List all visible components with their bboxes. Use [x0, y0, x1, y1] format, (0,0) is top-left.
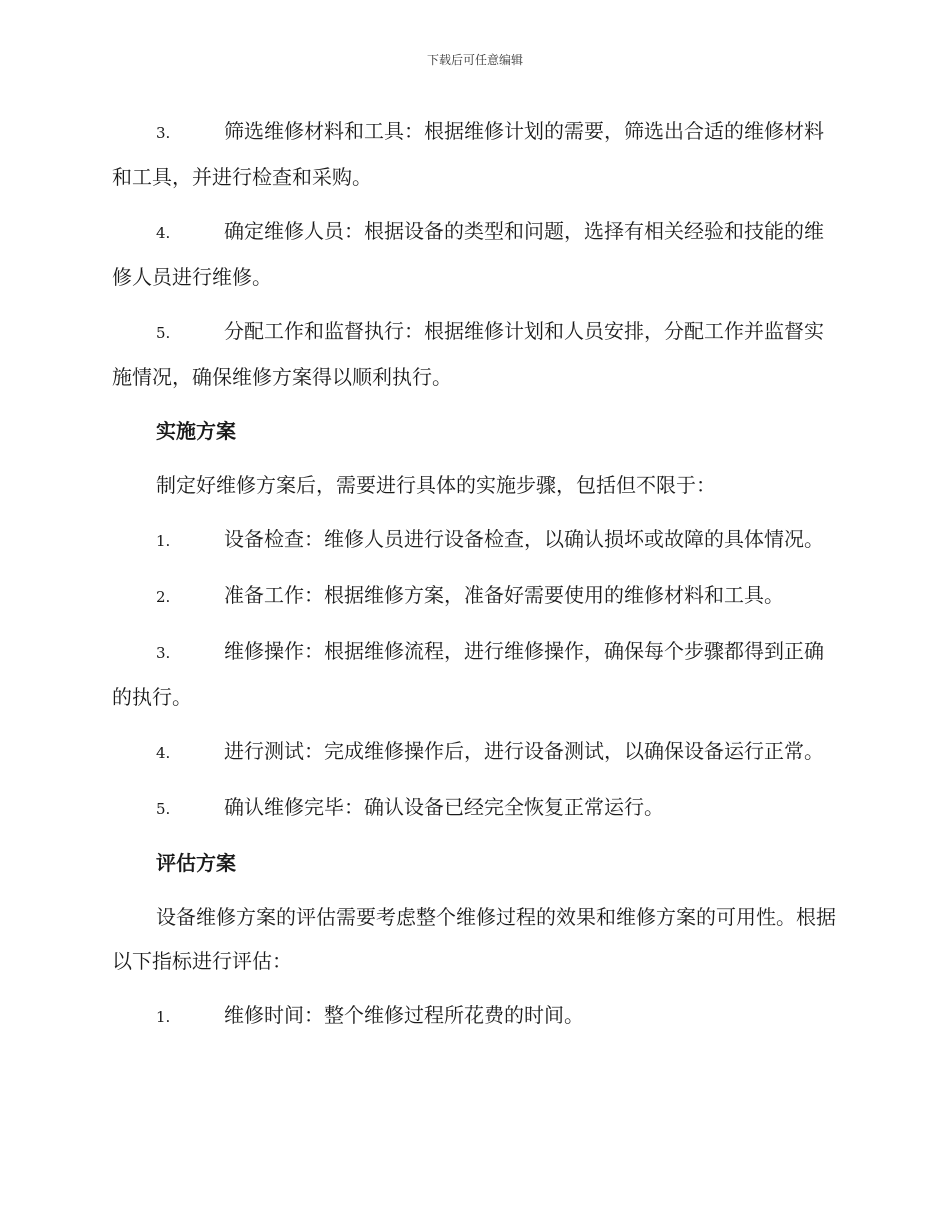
section-heading: 实施方案: [156, 419, 236, 443]
list-item: [112, 785, 838, 831]
list-number: 1.: [156, 532, 171, 550]
list-item: [112, 517, 838, 563]
list-item-text: 设备检查：维修人员进行设备检查，以确认损坏或故障的具体情况。: [224, 527, 824, 551]
list-number: 5.: [156, 800, 171, 818]
list-item-text: 筛选维修材料和工具：根据维修计划的需要，筛选出合适的维修材料和工具，并进行检查和采购。: [112, 119, 824, 189]
section-heading: 评估方案: [156, 851, 236, 875]
list-item-text: 确定维修人员：根据设备的类型和问题，选择有相关经验和技能的维修人员进行维修。: [112, 219, 824, 289]
list-item-text: 分配工作和监督执行：根据维修计划和人员安排，分配工作并监督实施情况，确保维修方案得以顺利执行。: [112, 319, 824, 389]
list-item-text: 维修时间：整个维修过程所花费的时间。: [224, 1003, 584, 1027]
list-item-text: 进行测试：完成维修操作后，进行设备测试，以确保设备运行正常。: [224, 739, 824, 763]
page-header: 下载后可任意编辑: [426, 53, 523, 67]
list-number: 3.: [156, 124, 171, 142]
list-number: 4.: [156, 224, 171, 242]
document-body: [112, 109, 838, 1049]
paragraph: 设备维修方案的评估需要考虑整个维修过程的效果和维修方案的可用性。根据以下指标进行评估：: [112, 905, 836, 973]
list-number: 5.: [156, 324, 171, 342]
list-item-text: 准备工作：根据维修方案，准备好需要使用的维修材料和工具。: [224, 583, 784, 607]
list-item: [112, 109, 838, 199]
list-item: [112, 729, 838, 775]
list-number: 3.: [156, 644, 171, 662]
list-number: 1.: [156, 1008, 171, 1026]
list-item: [112, 309, 838, 399]
list-item-text: 维修操作：根据维修流程，进行维修操作，确保每个步骤都得到正确的执行。: [112, 639, 824, 709]
list-number: 4.: [156, 744, 171, 762]
paragraph: 制定好维修方案后，需要进行具体的实施步骤，包括但不限于：: [156, 473, 716, 497]
list-item: [112, 209, 838, 299]
list-item: [112, 573, 838, 619]
list-number: 2.: [156, 588, 171, 606]
list-item-text: 确认维修完毕：确认设备已经完全恢复正常运行。: [224, 795, 664, 819]
list-item: [112, 629, 838, 719]
list-item: [112, 993, 838, 1039]
